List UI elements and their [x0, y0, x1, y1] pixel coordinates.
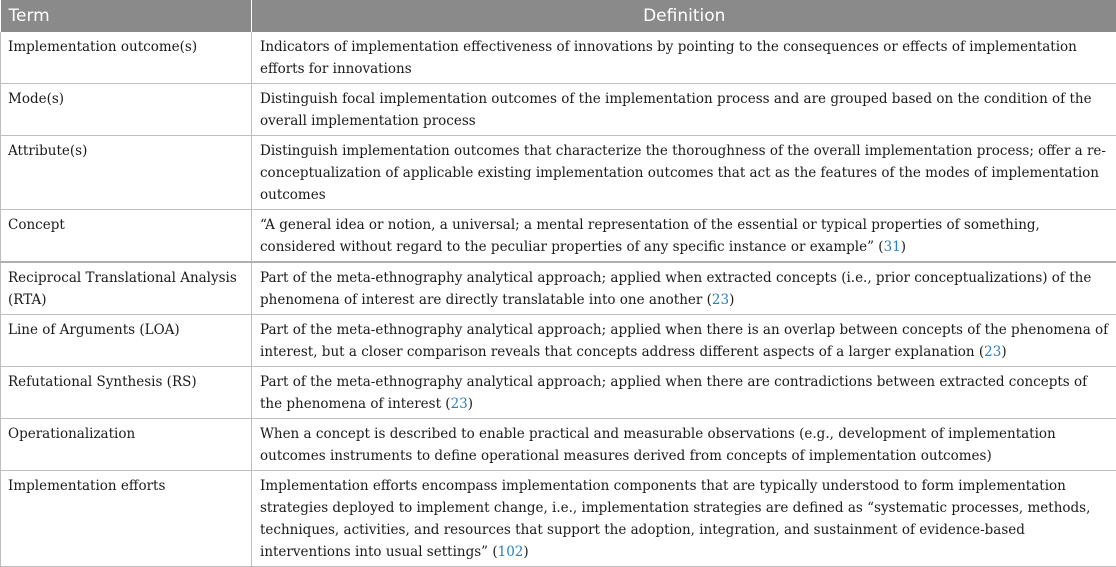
definition-cell: When a concept is described to enable practical and measurable observations (e.g., development of implementation outcomes instruments to define operational measures derived from concepts of implementation outcomes)	[252, 419, 1116, 471]
term-cell: Operationalization	[1, 419, 252, 471]
definition-text: Implementation efforts encompass implementation components that are typically understood to form implementation strategies deployed to implement change, i.e., implementation strategies are defined as “systematic processes, methods, techniques, activities, and resources that support the adoption, integration, and sustainment of evidence-based interventions into usual settings” (	[260, 478, 1090, 560]
definition-text: Part of the meta-ethnography analytical approach; applied when there is an overlap between concepts of the phenomena of interest, but a closer comparison reveals that concepts address different aspects of a larger explanation (	[260, 322, 1108, 360]
definition-cell	[252, 315, 1116, 367]
table-row	[1, 84, 1116, 136]
definition-cell: Distinguish implementation outcomes that characterize the thoroughness of the overall implementation process; offer a re-conceptualization of applicable existing implementation outcomes that act as the features of the modes of implementation outcomes	[252, 136, 1116, 210]
table-row	[1, 367, 1116, 419]
term-cell: Line of Arguments (LOA)	[1, 315, 252, 367]
table-row	[1, 471, 1116, 567]
table-row	[1, 32, 1116, 84]
term-cell: Implementation outcome(s)	[1, 32, 252, 84]
table-row	[1, 136, 1116, 210]
definition-cell: Indicators of implementation effectiveness of innovations by pointing to the consequences or effects of implementation efforts for innovations	[252, 32, 1116, 84]
definition-text: Part of the meta-ethnography analytical approach; applied when extracted concepts (i.e., prior conceptualizations) of the phenomena of interest are directly translatable into one another (	[260, 270, 1091, 308]
column-header-definition: Definition	[252, 0, 1116, 32]
term-cell: Mode(s)	[1, 84, 252, 136]
column-header-term: Term	[1, 0, 252, 32]
table-row	[1, 315, 1116, 367]
definition-tail: )	[523, 544, 528, 560]
definition-tail: )	[468, 396, 473, 412]
term-cell: Reciprocal Translational Analysis (RTA)	[1, 262, 252, 315]
term-cell: Implementation efforts	[1, 471, 252, 567]
definition-cell	[252, 210, 1116, 263]
definition-tail: )	[1001, 344, 1006, 360]
definition-text: Part of the meta-ethnography analytical approach; applied when there are contradictions between extracted concepts of the phenomena of interest (	[260, 374, 1087, 412]
definition-cell: Distinguish focal implementation outcomes of the implementation process and are grouped based on the condition of the overall implementation process	[252, 84, 1116, 136]
header-row	[1, 0, 1116, 32]
table-row	[1, 210, 1116, 263]
definition-cell	[252, 471, 1116, 567]
reference-link[interactable]: 23	[712, 292, 729, 308]
term-cell: Refutational Synthesis (RS)	[1, 367, 252, 419]
term-cell: Concept	[1, 210, 252, 263]
reference-link[interactable]: 102	[498, 544, 524, 560]
definition-cell	[252, 262, 1116, 315]
table-row	[1, 262, 1116, 315]
definition-cell	[252, 367, 1116, 419]
definition-text: “A general idea or notion, a universal; a mental representation of the essential or typical properties of something, considered without regard to the peculiar properties of any specific instance or example” (	[260, 217, 1040, 255]
term-cell: Attribute(s)	[1, 136, 252, 210]
reference-link[interactable]: 23	[451, 396, 468, 412]
reference-link[interactable]: 31	[884, 239, 901, 255]
reference-link[interactable]: 23	[984, 344, 1001, 360]
table-row	[1, 419, 1116, 471]
definition-tail: )	[729, 292, 734, 308]
definition-tail: )	[901, 239, 906, 255]
